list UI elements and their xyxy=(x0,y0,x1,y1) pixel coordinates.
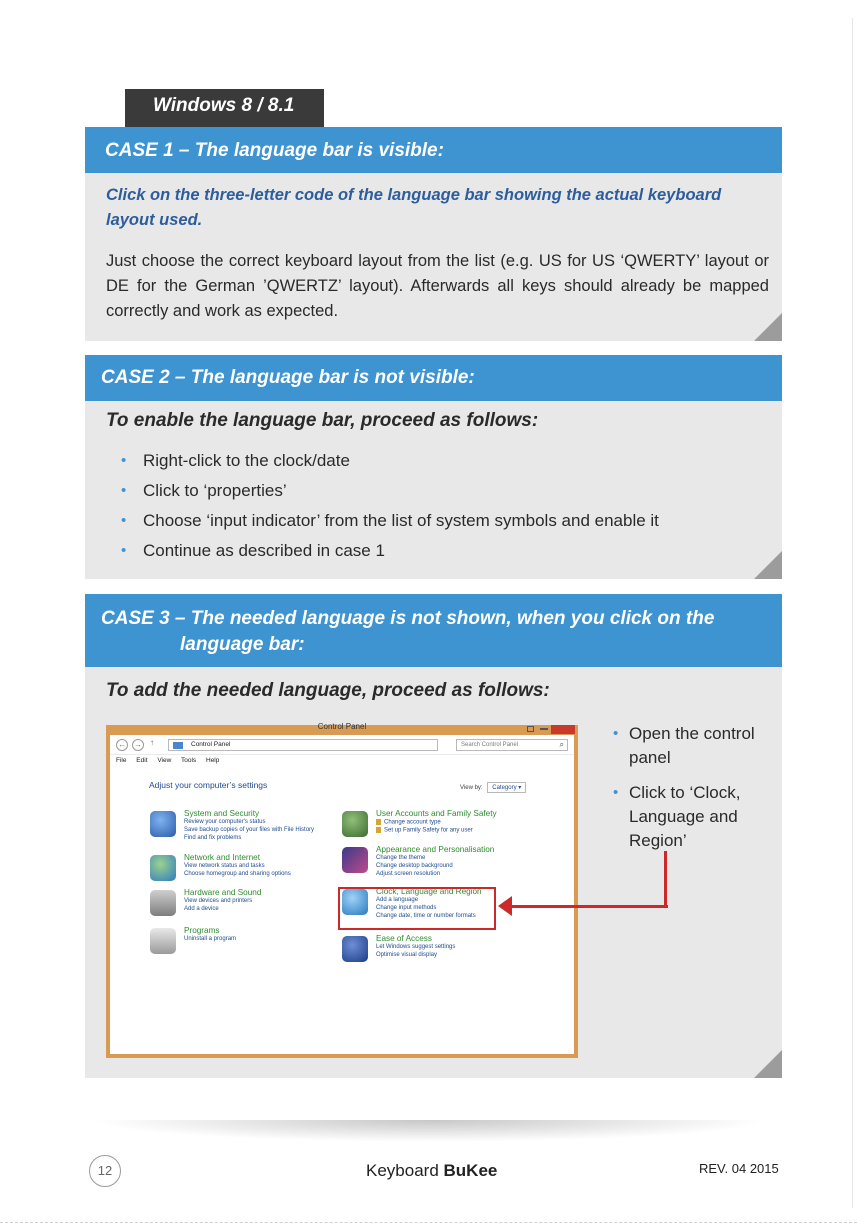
list-item: • Click to ‘properties’ xyxy=(121,476,659,506)
case-1-lead: Click on the three-letter code of the language bar showing the actual keyboard layout used. xyxy=(106,186,722,229)
list-item: • Open the control panel xyxy=(613,724,755,767)
category-title[interactable]: Ease of Access xyxy=(376,934,432,943)
category-link[interactable]: Add a language xyxy=(376,897,419,903)
menu-file[interactable]: File xyxy=(116,757,127,764)
pointer-arrow-line xyxy=(664,851,667,908)
revision-label: REV. 04 2015 xyxy=(699,1161,779,1176)
category-link[interactable]: Uninstall a program xyxy=(184,936,237,942)
list-item: • Continue as described in case 1 xyxy=(121,536,659,566)
list-item: • Choose ‘input indicator’ from the list of system symbols and enable it xyxy=(121,506,659,536)
highlight-box xyxy=(338,887,496,930)
case-2-heading: CASE 2 – The language bar is not visible: xyxy=(85,355,782,401)
category-link[interactable]: Choose homegroup and sharing options xyxy=(184,871,291,877)
folder-icon xyxy=(173,742,183,749)
back-arrow-icon[interactable]: ← xyxy=(118,740,126,749)
view-by-select[interactable]: Category ▾ xyxy=(487,782,526,793)
bullet-icon: • xyxy=(613,784,619,801)
shield-icon xyxy=(150,811,176,837)
category-link[interactable]: View devices and printers xyxy=(184,898,253,904)
case-3-heading-line1: CASE 3 – The needed language is not shown, when you click on the xyxy=(101,608,715,629)
uac-shield-icon xyxy=(376,827,381,833)
category-link[interactable]: Review your computer's status xyxy=(184,819,266,825)
page-fold-corner xyxy=(754,551,782,579)
case-3-steps xyxy=(613,722,773,864)
category-link[interactable]: Set up Family Safety for any user xyxy=(376,827,473,834)
window-titlebar xyxy=(106,722,578,735)
category-link[interactable]: View network status and tasks xyxy=(184,863,265,869)
minimize-icon[interactable] xyxy=(540,728,548,730)
case-1-body: Just choose the correct keyboard layout from the list (e.g. US for US ‘QWERTY’ layout or DE for the German ’QWERTZ’ layout). Afterwards all keys should already be mapped correctly and work as expected. xyxy=(106,252,769,320)
window-title: Control Panel xyxy=(317,722,367,731)
case-3-heading-line2: language bar: xyxy=(180,634,305,655)
adjust-settings-heading: Adjust your computer’s settings xyxy=(149,780,268,790)
case-3-lead: To add the needed language, proceed as follows: xyxy=(106,680,550,701)
bullet-icon: • xyxy=(121,542,127,559)
close-button[interactable] xyxy=(551,725,575,734)
bullet-icon: • xyxy=(613,725,619,742)
category-title[interactable]: User Accounts and Family Safety xyxy=(376,809,497,818)
address-bar xyxy=(110,735,574,755)
list-item: • Click to ‘Clock, Language and Region’ xyxy=(613,783,741,850)
programs-icon xyxy=(150,928,176,954)
category-title[interactable]: Hardware and Sound xyxy=(184,888,262,897)
list-item: • Right-click to the clock/date xyxy=(121,446,659,476)
category-link[interactable]: Let Windows suggest settings xyxy=(376,944,456,950)
category-title[interactable]: Programs xyxy=(184,926,220,935)
view-by: View by: Category ▾ xyxy=(460,782,526,793)
bullet-icon: • xyxy=(121,482,127,499)
category-link[interactable]: Change account type xyxy=(376,819,441,826)
case-2-steps xyxy=(121,446,659,566)
category-link[interactable]: Change desktop background xyxy=(376,863,453,869)
category-link[interactable]: Change input methods xyxy=(376,905,437,911)
search-icon: ⌕ xyxy=(559,740,564,749)
category-title[interactable]: System and Security xyxy=(184,809,260,818)
menu-view[interactable]: View xyxy=(157,757,172,764)
case-2-panel xyxy=(85,355,782,579)
bullet-icon: • xyxy=(121,512,127,529)
category-link[interactable]: Find and fix problems xyxy=(184,835,242,841)
users-icon xyxy=(342,811,368,837)
bullet-icon: • xyxy=(121,452,127,469)
footer-brand: Keyboard BuKee xyxy=(366,1161,498,1180)
footer-divider xyxy=(90,1120,770,1142)
page-fold-corner xyxy=(754,313,782,341)
uac-shield-icon xyxy=(376,819,381,825)
maximize-icon[interactable] xyxy=(527,726,534,732)
os-version-tab: Windows 8 / 8.1 xyxy=(125,89,324,128)
case-3-heading xyxy=(85,594,782,667)
page-fold-corner xyxy=(754,1050,782,1078)
case-1-panel xyxy=(85,127,782,341)
appearance-icon xyxy=(342,847,368,873)
accessibility-icon xyxy=(342,936,368,962)
category-link[interactable]: Save backup copies of your files with File History xyxy=(184,827,315,833)
category-title[interactable]: Appearance and Personalisation xyxy=(376,845,495,854)
address-field[interactable]: Control Panel xyxy=(168,739,438,751)
globe-network-icon xyxy=(150,855,176,881)
case-2-lead: To enable the language bar, proceed as follows: xyxy=(106,410,539,431)
search-input[interactable]: Search Control Panel ⌕ xyxy=(456,739,568,751)
category-link[interactable]: Adjust screen resolution xyxy=(376,871,441,877)
up-arrow-icon[interactable]: ↑ xyxy=(150,738,154,747)
category-link[interactable]: Optimise visual display xyxy=(376,952,438,958)
page-edge-rule xyxy=(852,18,853,1208)
menu-bar xyxy=(116,757,227,764)
menu-tools[interactable]: Tools xyxy=(181,757,197,764)
category-link[interactable]: Change the theme xyxy=(376,855,426,861)
category-title[interactable]: Network and Internet xyxy=(184,853,261,862)
forward-arrow-icon[interactable]: → xyxy=(134,740,142,749)
menu-edit[interactable]: Edit xyxy=(136,757,148,764)
arrow-left-icon xyxy=(498,896,512,916)
category-link[interactable]: Add a device xyxy=(184,906,219,912)
crop-line xyxy=(0,1222,857,1223)
printer-icon xyxy=(150,890,176,916)
case-1-heading: CASE 1 – The language bar is visible: xyxy=(85,127,782,173)
page-number: 12 xyxy=(89,1155,121,1187)
category-title[interactable]: Clock, Language and Region xyxy=(376,887,482,896)
menu-help[interactable]: Help xyxy=(206,757,220,764)
pointer-arrow-line xyxy=(510,905,668,908)
category-link[interactable]: Change date, time or number formats xyxy=(376,913,476,919)
